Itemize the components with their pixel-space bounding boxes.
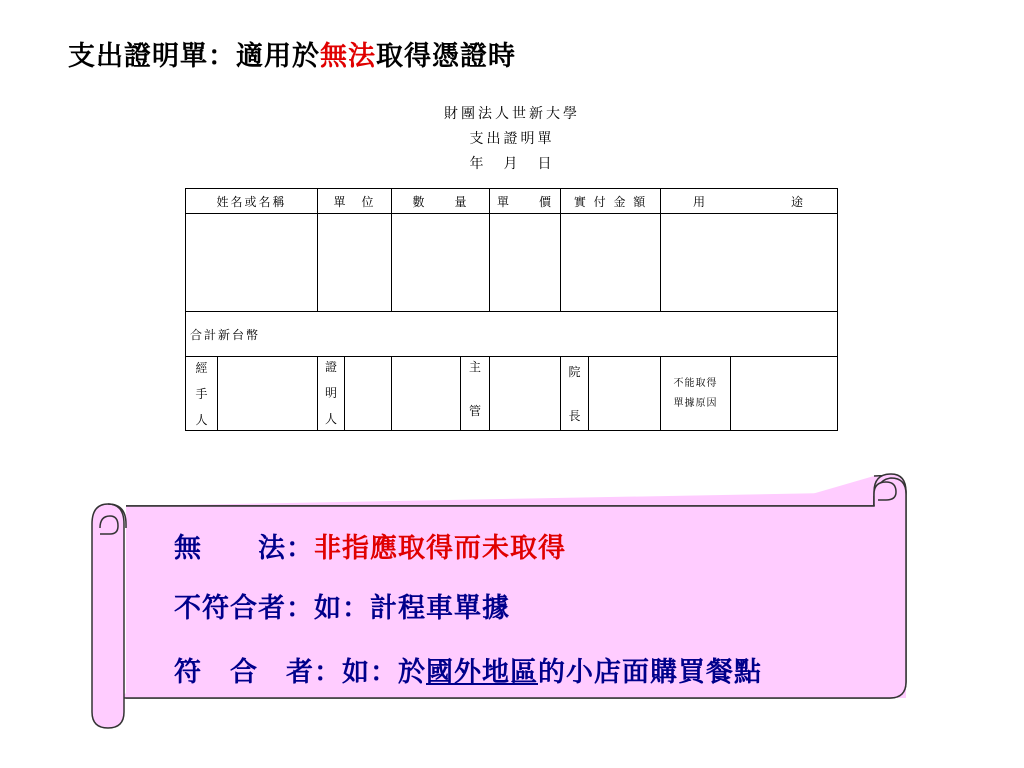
president-sign-cell[interactable] <box>589 357 661 431</box>
line2-label: 不符合者：如： <box>174 593 370 624</box>
supervisor-char-2: 管 <box>469 404 482 418</box>
reason-line-2: 單據原因 <box>673 397 718 409</box>
line1-label: 無 法： <box>174 533 314 564</box>
line2-value: 計程車單據 <box>370 593 510 624</box>
reason-cell[interactable] <box>731 357 838 431</box>
header-amount: 實 付 金 額 <box>561 189 661 214</box>
form-org: 財團法人世新大學 <box>444 106 580 122</box>
handler-char-2: 手 <box>195 386 208 401</box>
president-label <box>561 357 589 431</box>
supervisor-label <box>460 357 489 430</box>
supervisor-sign-cell[interactable] <box>490 357 561 431</box>
scroll-line-2 <box>174 586 510 625</box>
handler-char-1: 經 <box>195 360 208 375</box>
scroll-line-3 <box>174 650 762 689</box>
line1-value: 非指應取得而未取得 <box>314 533 566 564</box>
scroll-banner <box>86 468 912 734</box>
handler-label <box>186 357 218 431</box>
certifier-sign-cell[interactable] <box>392 357 490 431</box>
signature-row <box>186 357 838 431</box>
total-row <box>186 312 838 357</box>
president-char-2: 長 <box>568 408 581 423</box>
supervisor-char-1: 主 <box>469 360 482 374</box>
header-name: 姓名或名稱 <box>186 189 318 214</box>
expense-voucher-table <box>185 188 838 431</box>
handler-sign-cell[interactable] <box>218 357 318 431</box>
reason-label <box>661 357 731 431</box>
cell-amount[interactable] <box>561 214 661 312</box>
form-name: 支出證明單 <box>469 131 555 147</box>
certifier-cell[interactable] <box>318 357 392 431</box>
total-label: 合計新台幣 <box>186 312 838 357</box>
header-purpose: 用 途 <box>661 189 838 214</box>
header-unit-price: 單 價 <box>490 189 561 214</box>
line3-label: 符 合 者：如：於 <box>174 657 426 688</box>
handler-char-3: 人 <box>195 412 208 427</box>
title-suffix: 取得憑證時 <box>376 41 516 72</box>
title-highlight: 無法 <box>320 41 376 72</box>
header-row <box>186 189 838 214</box>
president-char-1: 院 <box>568 364 581 379</box>
certifier-char-3: 人 <box>325 412 338 426</box>
title-prefix: 支出證明單：適用於 <box>68 41 320 72</box>
header-quantity: 數 量 <box>392 189 490 214</box>
scroll-line-1 <box>174 526 566 565</box>
slide-title <box>68 34 516 73</box>
header-unit: 單 位 <box>318 189 392 214</box>
certifier-char-1: 證 <box>325 360 338 374</box>
form-date: 年 月 日 <box>469 156 555 172</box>
entry-row <box>186 214 838 312</box>
cell-unit-price[interactable] <box>490 214 561 312</box>
cell-quantity[interactable] <box>392 214 490 312</box>
certifier-char-2: 明 <box>325 386 338 400</box>
line3-underlined: 國外地區 <box>426 657 538 688</box>
cell-purpose[interactable] <box>661 214 838 312</box>
reason-line-1: 不能取得 <box>673 377 718 389</box>
line3-rest: 的小店面購買餐點 <box>538 657 762 688</box>
certifier-label <box>318 357 345 430</box>
cell-name[interactable] <box>186 214 318 312</box>
cell-unit[interactable] <box>318 214 392 312</box>
